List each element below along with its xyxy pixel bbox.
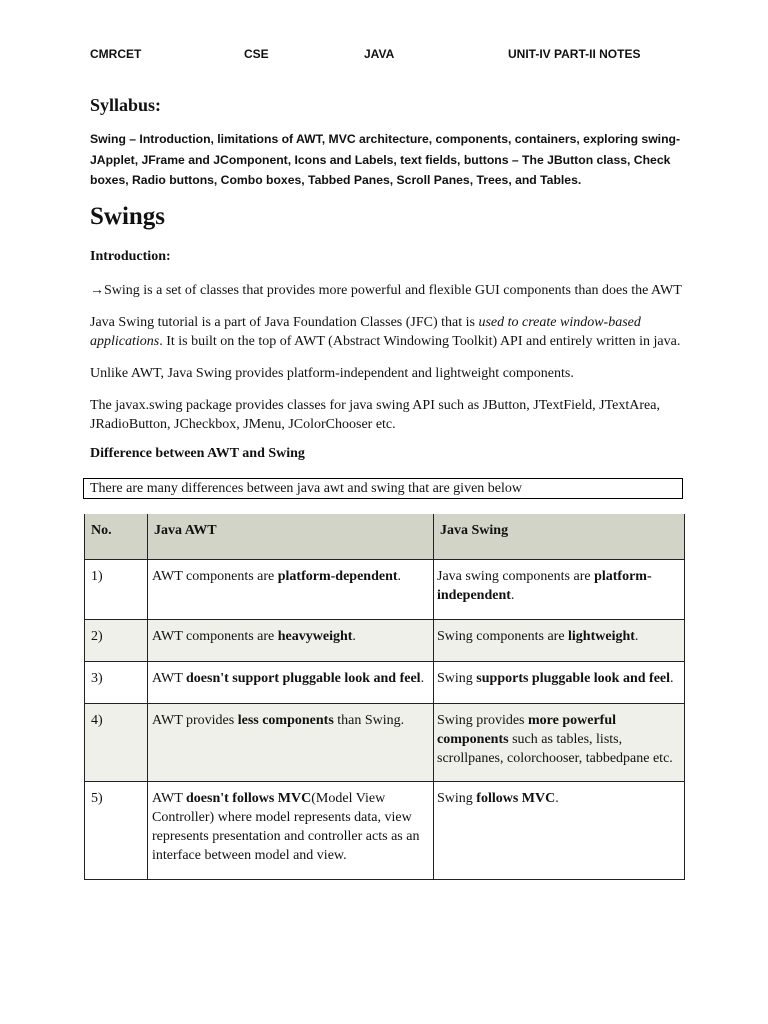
table-cell-awt [148, 662, 433, 703]
text-run: . [352, 629, 356, 644]
difference-note-box: There are many differences between java awt and swing that are given below [83, 478, 683, 499]
intro-paragraph-2-a: Java Swing tutorial is a part of Java Foundation Classes (JFC) that is [90, 315, 479, 330]
intro-paragraph-3: Unlike AWT, Java Swing provides platform-independent and lightweight components. [90, 366, 574, 381]
text-run: than Swing. [333, 713, 405, 728]
table-row [85, 703, 684, 781]
table-header-swing: Java Swing [433, 514, 684, 559]
table-cell-swing [433, 662, 684, 703]
intro-paragraph-2-emphasis: used to create window-based applications [90, 315, 641, 349]
table-cell-awt [148, 560, 433, 619]
bold-text: more powerful components [437, 713, 616, 747]
table-cell-swing [433, 704, 684, 781]
table-cell-swing [433, 560, 684, 619]
text-run: . [555, 791, 559, 806]
table-cell-no: 4) [85, 704, 148, 781]
text-run: such as tables, lists, scrollpanes, colorchooser, tabbedpane etc. [437, 732, 673, 766]
text-run: Swing [437, 791, 477, 806]
bold-text: doesn't support pluggable look and feel [186, 671, 421, 686]
table-cell-no: 3) [85, 662, 148, 703]
table-row [85, 781, 684, 879]
table-row [85, 559, 684, 619]
table-header-awt: Java AWT [154, 523, 217, 538]
text-run: AWT [152, 791, 187, 806]
syllabus-title: Syllabus: [90, 95, 162, 115]
table-cell-no: 1) [85, 560, 148, 619]
table-row [85, 619, 684, 661]
table-header-no: No. [85, 514, 148, 559]
text-run: AWT [152, 671, 187, 686]
intro-paragraph-2-b: . It is built on the top of AWT (Abstract Windowing Toolkit) API and entirely written in java. [159, 334, 681, 349]
header-college: CMRCET [90, 47, 142, 61]
page-header [0, 47, 768, 65]
syllabus-text: Swing – Introduction, limitations of AWT, MVC architecture, components, containers, exploring swing-JApplet, JFrame and JComponent, Icons and Labels, text fields, buttons – The JButton class, Check boxes, Radio buttons, Combo boxes, Tabbed Panes, Scroll Panes, Trees, and Tables. [90, 132, 681, 187]
table-cell-swing [433, 620, 684, 661]
table-cell-awt [148, 620, 433, 661]
text-run: . [634, 629, 639, 644]
arrow-icon: → [90, 283, 104, 298]
bold-text: heavyweight [277, 629, 353, 644]
text-run: Java swing components are [437, 569, 595, 584]
text-run: . [670, 671, 674, 686]
text-run: . [510, 588, 515, 603]
table-cell-awt [148, 782, 433, 879]
difference-heading: Difference between AWT and Swing [90, 446, 305, 461]
bold-text: less components [237, 713, 334, 728]
header-subject: JAVA [364, 47, 395, 61]
comparison-table [84, 514, 685, 880]
text-run: . [397, 569, 402, 584]
intro-paragraph-1-text: Swing is a set of classes that provides more powerful and flexible GUI components than does the AWT [104, 283, 682, 298]
text-run: . [420, 671, 425, 686]
section-title: Swings [90, 203, 166, 230]
header-dept: CSE [244, 47, 269, 61]
table-row [85, 661, 684, 703]
intro-paragraph-1 [90, 281, 690, 300]
text-run: (Model View Controller) where model represents data, view represents presentation and controller acts as an interface between model and view. [152, 791, 420, 863]
bold-text: platform-dependent [277, 569, 398, 584]
table-cell-awt [148, 704, 433, 781]
intro-paragraph-4: The javax.swing package provides classes for java swing API such as JButton, JTextField, JTextArea, JRadioButton, JCheckbox, JMenu, JColorChooser etc. [90, 398, 660, 432]
header-unit: UNIT-IV PART-II NOTES [508, 47, 641, 61]
bold-text: follows MVC [476, 791, 556, 806]
bold-text: platform-independent [437, 569, 652, 603]
text-run: AWT components are [152, 569, 278, 584]
text-run: Swing components are [437, 629, 569, 644]
text-run: AWT components are [152, 629, 278, 644]
text-run: AWT provides [152, 713, 238, 728]
table-cell-swing [433, 782, 684, 879]
table-header-row [85, 514, 684, 559]
bold-text: supports pluggable look and feel [476, 671, 671, 686]
text-run: Swing provides [437, 713, 528, 728]
text-run: Swing [437, 671, 477, 686]
intro-paragraph-2 [90, 313, 690, 351]
table-cell-no: 5) [85, 782, 148, 879]
bold-text: doesn't follows MVC [186, 791, 312, 806]
bold-text: lightweight [568, 629, 635, 644]
table-cell-no: 2) [85, 620, 148, 661]
intro-heading: Introduction: [90, 249, 171, 264]
